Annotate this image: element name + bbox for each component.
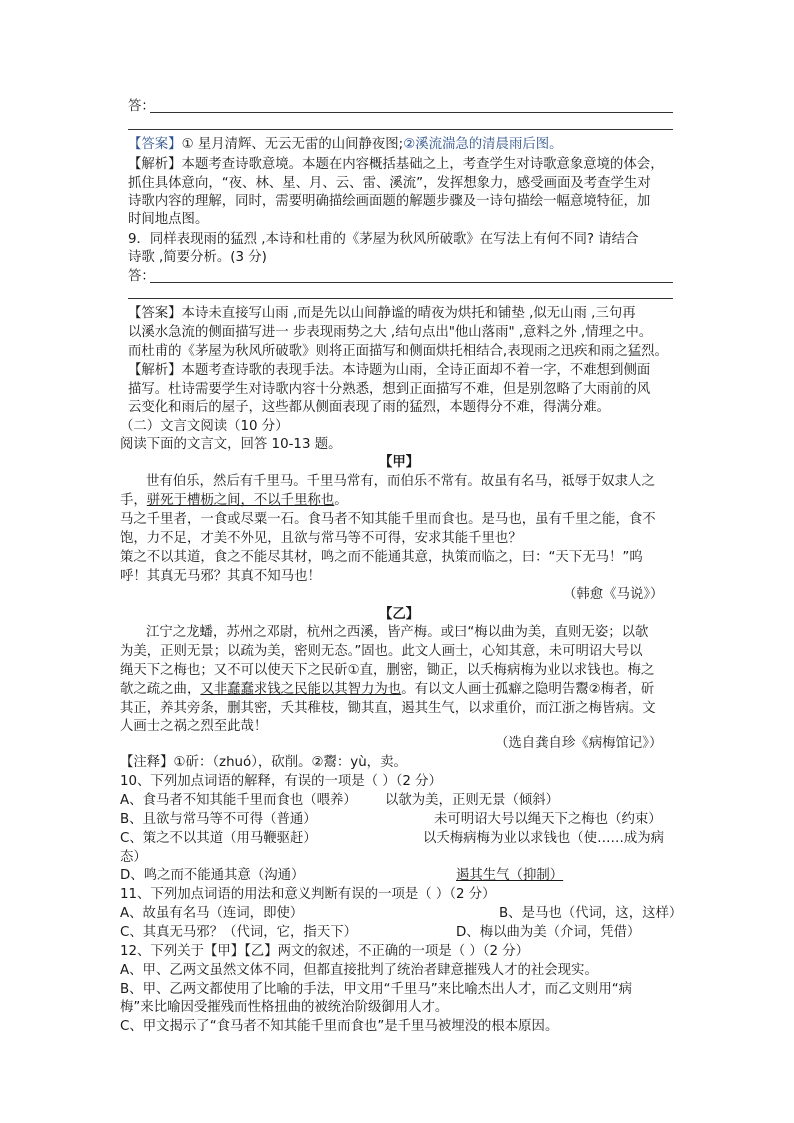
q10-option-d-2: 遏其生气（抑制）	[456, 868, 564, 883]
q12-option-b-line-2: 梅”来比喻因受摧残而性格扭曲的被统治阶级御用人才。	[120, 1000, 449, 1015]
jia-source: （韩愈《马说》）	[563, 587, 664, 602]
section-2-title: （二）文言文阅读（10 分）	[120, 419, 289, 434]
section-2-intro: 阅读下面的文言文，回答 10-13 题。	[120, 437, 342, 452]
answer-line-1	[150, 112, 673, 113]
analysis-2-line-1: 【解析】本题考查诗歌的表现手法。本诗题为山雨，全诗正面却不着一字，不难想到侧面	[128, 363, 651, 378]
jia-title: 【甲】	[379, 455, 420, 470]
q10-option-c: C、策之不以其道（用马鞭驱赶）	[120, 831, 317, 846]
q10-option-a: A、食马者不知其能千里而食也（喂养）	[120, 793, 357, 808]
answer-line-2	[150, 282, 673, 283]
q10-option-d: D、鸣之而不能通其意（沟通）	[120, 868, 305, 883]
q10-option-c-2: 以夭梅病梅为业以求钱也（使……成为病	[423, 831, 665, 846]
analysis-1-line-2: 抓住具体意向，“夜、林、星、月、云、雷、溪流”，发挥想象力，感受画面及考查学生对	[128, 176, 651, 191]
yi-line-2: 为美，正则无景；以疏为美，密则无态。”固也。此文人画士，心知其意，未可明诏大号以	[120, 644, 643, 659]
q11-option-b: B、是马也（代词，这，这样）	[499, 906, 683, 921]
q10-option-c-3: 态）	[120, 850, 147, 865]
q11-option-d: D、梅以曲为美（介词，凭借）	[456, 925, 641, 940]
analysis-1-line-3: 诗歌内容的理解，同时，需要明确描绘画面题的解题步骤及一诗句描绘一幅意境特征，加	[128, 194, 651, 209]
yi-line-3: 绳天下之梅也；又不可以使天下之民斫①直，删密，锄正，以夭梅病梅为业以求钱也。梅之	[120, 663, 655, 678]
jia-line-4: 饱，力不足，才美不外见，且欲与常马等不可得，安求其能千里也？	[120, 531, 522, 546]
q10-option-b-2: 未可明诏大号以绳天下之梅也（约束）	[434, 812, 662, 827]
jia-underlined-sentence: 骈死于槽枥之间，不以千里称也	[146, 493, 335, 508]
jia-line-6: 呼！其真无马邪？其真不知马也！	[120, 569, 321, 584]
jia-line-3: 马之千里者，一食或尽粟一石。食马者不知其能千里而食也。是马也，虽有千里之能，食不	[120, 512, 656, 527]
q11-option-a: A、故虽有名马（连词，即使）	[120, 906, 304, 921]
q12-option-c: C、甲文揭示了“食马者不知其能千里而食也”是千里马被埋没的根本原因。	[120, 1019, 559, 1034]
yi-source: （选自龚自珍《病梅馆记》）	[495, 736, 663, 751]
yi-title: 【乙】	[379, 607, 420, 622]
answer-2-line-2: 以溪水急流的侧面描写进一 步表现雨势之大 ,结句点出"他山落雨" ,意料之外 ,情理之中。	[128, 325, 653, 340]
jia-line-5: 策之不以其道，食之不能尽其材，鸣之而不能通其意，执策而临之，曰：“天下无马！”呜	[120, 550, 643, 565]
q10-option-b: B、且欲与常马等不可得（普通）	[120, 812, 317, 827]
answer-tag-1: 【答案】	[128, 137, 182, 152]
q12-option-a: A、甲、乙两文虽然文体不同，但都直接批判了统治者肆意摧残人才的社会现实。	[120, 963, 598, 978]
yi-underlined-sentence: 又非蠢蠢求钱之民能以其智力为也	[200, 682, 402, 697]
question-9-line-1: 9．同样表现雨的猛烈 ,本诗和杜甫的《茅屋为秋风所破歌》在写法上有何不同? 请结合	[128, 232, 639, 247]
q11-option-c: C、其真无马邪？（代词，它，指天下）	[120, 925, 357, 940]
jia-line-1: 世有伯乐，然后有千里马。千里马常有，而伯乐不常有。故虽有名马，祗辱于奴隶人之	[146, 474, 655, 489]
answer-label-1: 答：	[128, 99, 155, 114]
answer-2-line-1: 【答案】本诗未直接写山雨 ,而是先以山间静谧的晴夜为烘托和铺垫 ,似无山雨 ,三句再	[128, 306, 636, 321]
q10-option-a-2: 以欹为美，正则无景（倾斜）	[385, 793, 560, 808]
yi-line-5: 其正，养其旁条，删其密，夭其稚枝，锄其直，遏其生气，以求重价，而江浙之梅皆病。文	[120, 701, 656, 716]
analysis-2-line-2: 描写。杜诗需要学生对诗歌内容十分熟悉，想到正面描写不难，但是别忽略了大雨前的风	[128, 382, 651, 397]
yi-line-4: 欹之疏之曲，又非蠢蠢求钱之民能以其智力为也。有以文人画士孤癖之隐明告鬻②梅者，斫	[120, 682, 655, 697]
yi-line-1: 江宁之龙蟠，苏州之邓尉，杭州之西溪，皆产梅。或曰“梅以曲为美，直则无姿；以欹	[146, 625, 649, 640]
question-12-stem: 12、下列关于【甲】【乙】两文的叙述，不正确的一项是（ ）（2 分）	[120, 944, 529, 959]
q12-option-b-line-1: B、甲、乙两文都使用了比喻的手法，甲文用“千里马”来比喻杰出人才，而乙文则用“病	[120, 982, 633, 997]
analysis-2-line-3: 云变化和雨后的屋子，这些都从侧面表现了雨的猛烈，本题得分不难，得满分难。	[128, 400, 611, 415]
analysis-1-line-1: 【解析】本题考查诗歌意境。本题在内容概括基础之上，考查学生对诗歌意象意境的体会，	[128, 157, 664, 172]
jia-line-2: 手，骈死于槽枥之间，不以千里称也。	[120, 493, 348, 508]
answer-divider-2	[128, 298, 673, 299]
notes: 【注释】①斫：（zhuó），砍削。②鬻：yù，卖。	[120, 755, 407, 770]
answer-1: 【答案】① 星月清辉、无云无雷的山间静夜图;②溪流湍急的清晨雨后图。	[128, 137, 563, 152]
question-9-line-2: 诗歌 ,简要分析。(3 分)	[128, 250, 267, 265]
yi-line-6: 人画士之祸之烈至此哉！	[120, 719, 268, 734]
answer-2-line-3: 而杜甫的《茅屋为秋风所破歌》则将正面描写和侧面烘托相结合,表现雨之迅疾和雨之猛烈。	[128, 344, 668, 359]
question-10-stem: 10、下列加点词语的解释，有误的一项是（ ）（2 分）	[120, 774, 442, 789]
answer-divider-1	[128, 129, 673, 130]
question-11-stem: 11、下列加点词语的用法和意义判断有误的一项是（ ）（2 分）	[120, 887, 496, 902]
analysis-1-line-4: 时间地点图。	[128, 212, 209, 227]
answer-label-2: 答：	[128, 269, 155, 284]
